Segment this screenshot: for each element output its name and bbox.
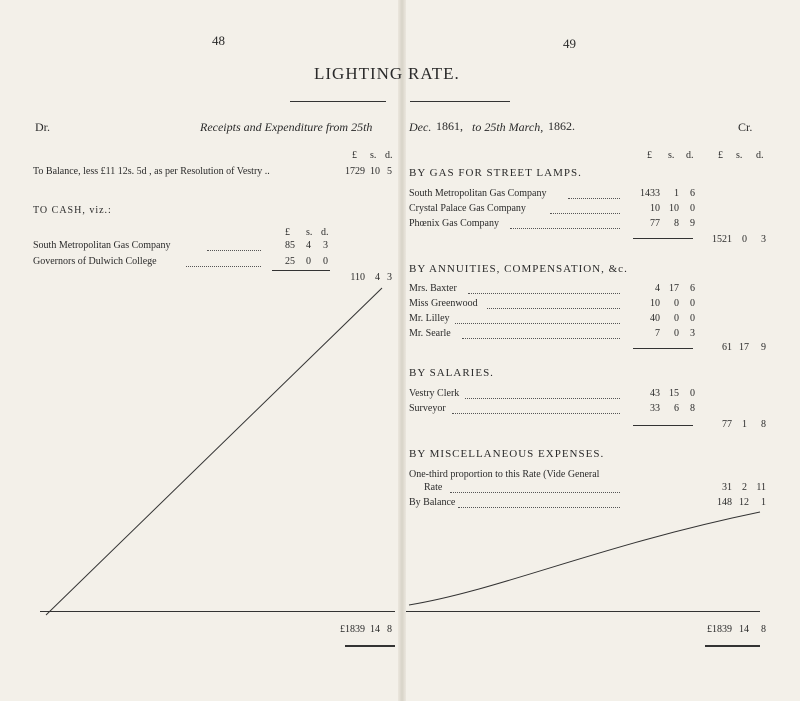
title-right: RATE.	[408, 64, 460, 83]
heading-right-year2: 1862.	[548, 119, 575, 133]
gas-item-shillings: 1	[674, 188, 679, 199]
salary-item-pounds: 33	[650, 403, 660, 414]
right-cancel-stroke	[409, 512, 760, 605]
misc-amount-shillings: 2	[742, 482, 747, 493]
annuity-item-pence: 3	[690, 328, 695, 339]
balance-carried-label: By Balance	[409, 497, 456, 508]
right-col-outer-pence: d.	[756, 150, 764, 161]
left-col-pounds: £	[352, 150, 357, 161]
balance-label: To Balance, less £11 12s. 5d , as per Resolution of Vestry ..	[33, 166, 270, 177]
balance-shillings: 10	[370, 166, 380, 177]
salary-item-shillings: 6	[674, 403, 679, 414]
section-title-misc: BY MISCELLANEOUS EXPENSES.	[409, 448, 605, 460]
cash-col-pounds: £	[285, 227, 290, 238]
section-title-annuities: BY ANNUITIES, COMPENSATION, &c.	[409, 263, 628, 275]
page-number-right: 49	[563, 36, 576, 51]
title-left: LIGHTING	[314, 64, 404, 83]
right-col-inner-pounds: £	[647, 150, 652, 161]
cash-title: TO CASH, viz.:	[33, 205, 112, 216]
gas-item-shillings: 8	[674, 218, 679, 229]
cash-item-pence: 0	[323, 256, 328, 267]
cash-col-pence: d.	[321, 227, 329, 238]
annuity-item-shillings: 0	[674, 298, 679, 309]
misc-amount-pence: 11	[756, 482, 766, 493]
cash-item-pounds: 25	[285, 256, 295, 267]
gas-total-pence: 3	[761, 234, 766, 245]
left-col-shillings: s.	[370, 150, 377, 161]
annuity-item-pence: 0	[690, 298, 695, 309]
salary-item-pence: 8	[690, 403, 695, 414]
balance-carried-shillings: 12	[739, 497, 749, 508]
heading-right-to: to 25th March,	[472, 120, 544, 134]
annuity-item-pounds: 4	[655, 283, 660, 294]
cash-item-label: Governors of Dulwich College	[33, 256, 157, 267]
right-col-inner-pence: d.	[686, 150, 694, 161]
gas-item-pence: 0	[690, 203, 695, 214]
heading-left: Receipts and Expenditure from 25th	[200, 120, 373, 134]
gas-item-label: Phœnix Gas Company	[409, 218, 499, 229]
salary-item-label: Vestry Clerk	[409, 388, 460, 399]
annuity-item-shillings: 0	[674, 313, 679, 324]
right-col-outer-shillings: s.	[736, 150, 743, 161]
misc-item-line1: One-third proportion to this Rate (Vide General	[409, 469, 600, 480]
left-cancel-stroke	[46, 288, 382, 615]
left-grand-total-pence: 8	[387, 624, 392, 635]
right-col-outer-pounds: £	[718, 150, 723, 161]
heading-right-year: 1861,	[436, 119, 463, 133]
gas-item-pounds: 10	[650, 203, 660, 214]
annuity-item-pence: 0	[690, 313, 695, 324]
annuity-item-label: Mr. Searle	[409, 328, 451, 339]
cash-total-pence: 3	[387, 272, 392, 283]
annuity-item-pounds: 7	[655, 328, 660, 339]
salary-total-pounds: 77	[722, 419, 732, 430]
heading-right-dec: Dec.	[409, 120, 432, 134]
cash-col-shillings: s.	[306, 227, 313, 238]
left-col-pence: d.	[385, 150, 393, 161]
section-title-salaries: BY SALARIES.	[409, 367, 494, 379]
gas-item-pence: 9	[690, 218, 695, 229]
cash-item-shillings: 0	[306, 256, 311, 267]
misc-amount-pounds: 31	[722, 482, 732, 493]
gas-item-label: Crystal Palace Gas Company	[409, 203, 526, 214]
balance-pounds: 1729	[345, 166, 365, 177]
balance-carried-pence: 1	[761, 497, 766, 508]
balance-pence: 5	[387, 166, 392, 177]
salary-item-pounds: 43	[650, 388, 660, 399]
salary-total-shillings: 1	[742, 419, 747, 430]
annuity-item-pence: 6	[690, 283, 695, 294]
cash-total-pounds: 110	[350, 272, 365, 283]
annuity-total-pence: 9	[761, 342, 766, 353]
annuity-item-pounds: 10	[650, 298, 660, 309]
gas-item-label: South Metropolitan Gas Company	[409, 188, 547, 199]
annuity-item-label: Mr. Lilley	[409, 313, 450, 324]
annuity-item-label: Mrs. Baxter	[409, 283, 457, 294]
balance-carried-pounds: 148	[717, 497, 732, 508]
annuity-total-pounds: 61	[722, 342, 732, 353]
gas-item-shillings: 10	[669, 203, 679, 214]
cash-total-shillings: 4	[375, 272, 380, 283]
gas-item-pence: 6	[690, 188, 695, 199]
right-grand-total-pounds: £1839	[707, 624, 732, 635]
right-grand-total-shillings: 14	[739, 624, 749, 635]
section-title-gas: BY GAS FOR STREET LAMPS.	[409, 167, 582, 179]
annuity-item-label: Miss Greenwood	[409, 298, 478, 309]
salary-item-label: Surveyor	[409, 403, 446, 414]
annuity-item-shillings: 17	[669, 283, 679, 294]
cash-item-pence: 3	[323, 240, 328, 251]
annuity-item-pounds: 40	[650, 313, 660, 324]
cash-item-shillings: 4	[306, 240, 311, 251]
page-number-left: 48	[212, 33, 225, 48]
gas-total-shillings: 0	[742, 234, 747, 245]
cash-item-pounds: 85	[285, 240, 295, 251]
salary-item-shillings: 15	[669, 388, 679, 399]
left-grand-total-shillings: 14	[370, 624, 380, 635]
cr-label: Cr.	[738, 120, 753, 134]
right-col-inner-shillings: s.	[668, 150, 675, 161]
left-grand-total-pounds: £1839	[340, 624, 365, 635]
right-grand-total-pence: 8	[761, 624, 766, 635]
cash-item-label: South Metropolitan Gas Company	[33, 240, 171, 251]
gas-item-pounds: 1433	[640, 188, 660, 199]
annuity-total-shillings: 17	[739, 342, 749, 353]
salary-item-pence: 0	[690, 388, 695, 399]
gas-total-pounds: 1521	[712, 234, 732, 245]
gas-item-pounds: 77	[650, 218, 660, 229]
misc-item-line2: Rate	[424, 482, 443, 493]
dr-label: Dr.	[35, 120, 50, 134]
salary-total-pence: 8	[761, 419, 766, 430]
annuity-item-shillings: 0	[674, 328, 679, 339]
